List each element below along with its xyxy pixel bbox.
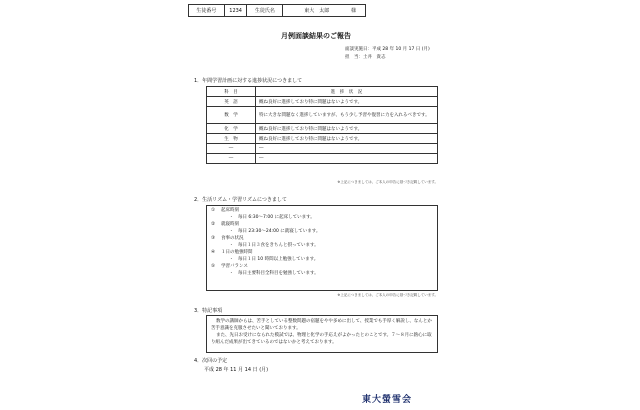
remarks-paragraph: また、先日お受けになられた模試では、物理と化学の手応えがよかったとのことです。７〜８月に熱心に取り組んだ成果が出てきているのではないかと考えております。: [211, 333, 432, 345]
item-detail: ・ 毎日１日３食をきちんと摂っています。: [229, 243, 319, 248]
row-subject: 生 物: [207, 134, 256, 144]
student-honorific: 様: [350, 8, 356, 14]
item-number: ⑤: [211, 264, 216, 269]
table-row: [207, 134, 438, 144]
item-label: 就寝時刻: [221, 222, 239, 227]
lifestyle-box: [206, 205, 438, 291]
row-status: 概ね良好に進捗しており特に問題はないようです。: [256, 134, 438, 144]
row-subject: ―: [207, 144, 256, 154]
next-meeting-date: 平成 28 年 11 月 14 日 (月): [204, 367, 269, 373]
list-item: [207, 249, 437, 263]
remarks-box: [206, 315, 438, 353]
student-name-value: 東大 太郎: [304, 8, 330, 14]
teacher-name: 担 当：土井 貴志: [345, 55, 386, 60]
row-subject: ―: [207, 154, 256, 164]
item-detail: ・ 毎日主要科目全科目を勉強しています。: [229, 271, 319, 276]
item-label: １日の勉強時間: [221, 250, 253, 255]
meeting-meta: [345, 46, 430, 62]
progress-header-row: [207, 87, 438, 97]
report-title: 月例面談結果のご報告: [281, 32, 351, 40]
row-status: ―: [256, 144, 438, 154]
student-name-cell: [283, 5, 366, 17]
section2-heading: 2．生活リズム・学習リズムにつきまして: [194, 197, 287, 203]
row-status: 概ね良好に進捗しており特に問題はないようです。: [256, 124, 438, 134]
item-label: 食事の状況: [221, 236, 244, 241]
meeting-date: 面談実施日：平成 28 年 10 月 17 日 (月): [345, 47, 430, 52]
row-subject: 英 語: [207, 97, 256, 107]
item-label: 起床時刻: [221, 208, 239, 213]
list-item: [207, 263, 437, 277]
item-number: ④: [211, 250, 216, 255]
item-number: ②: [211, 222, 216, 227]
row-status: 特に大きな問題なく進捗していますが、もう少し予習や復習に力を入れるべきです。: [256, 107, 438, 124]
item-detail: ・ 毎日１日 10 時間以上勉強しています。: [229, 257, 319, 262]
item-detail: ・ 毎日 6:30〜7:00 に起床しています。: [229, 215, 315, 220]
col-subject-header: 科 目: [207, 87, 256, 97]
student-id-value: 1234: [224, 5, 247, 17]
student-info-table: [188, 4, 366, 17]
list-item: [207, 221, 437, 235]
row-status: 概ね良好に進捗しており特に問題はないようです。: [256, 97, 438, 107]
col-status-header: 進 捗 状 況: [256, 87, 438, 97]
list-item: [207, 235, 437, 249]
progress-table: [206, 86, 438, 164]
report-document: [180, 4, 452, 406]
remarks-paragraph: 数学の講師からは、苦手としている整数問題の宿題をやや多めに出して、授業でも手厚く解説し、なんとか苦手意識を克服させたいと聞いております。: [211, 319, 432, 331]
section3-heading: 3．特記事項: [194, 308, 223, 314]
table-row: [207, 124, 438, 134]
table-row: [207, 107, 438, 124]
item-number: ③: [211, 236, 216, 241]
item-number: ①: [211, 208, 216, 213]
table-row: [207, 154, 438, 164]
table-row: [207, 144, 438, 154]
row-subject: 化 学: [207, 124, 256, 134]
student-name-label: 生徒氏名: [247, 5, 283, 17]
item-detail: ・ 毎日 23:30〜24:00 に就寝しています。: [229, 229, 321, 234]
section1-heading: 1．年間学習計画に対する進捗状況につきまして: [194, 78, 303, 84]
row-status: ―: [256, 154, 438, 164]
section1-note: ※上記につきましては、ご本人の申告に基づき記載しています。: [337, 180, 438, 184]
organization-logo: 東大螢雪会: [362, 395, 413, 405]
section2-note: ※上記につきましては、ご本人の申告に基づき記載しています。: [337, 293, 438, 297]
item-label: 学習バランス: [221, 264, 248, 269]
row-subject: 数 学: [207, 107, 256, 124]
table-row: [207, 97, 438, 107]
list-item: [207, 207, 437, 221]
student-id-label: 生徒番号: [189, 5, 225, 17]
section4-heading: 4．次回の予定: [194, 358, 228, 364]
